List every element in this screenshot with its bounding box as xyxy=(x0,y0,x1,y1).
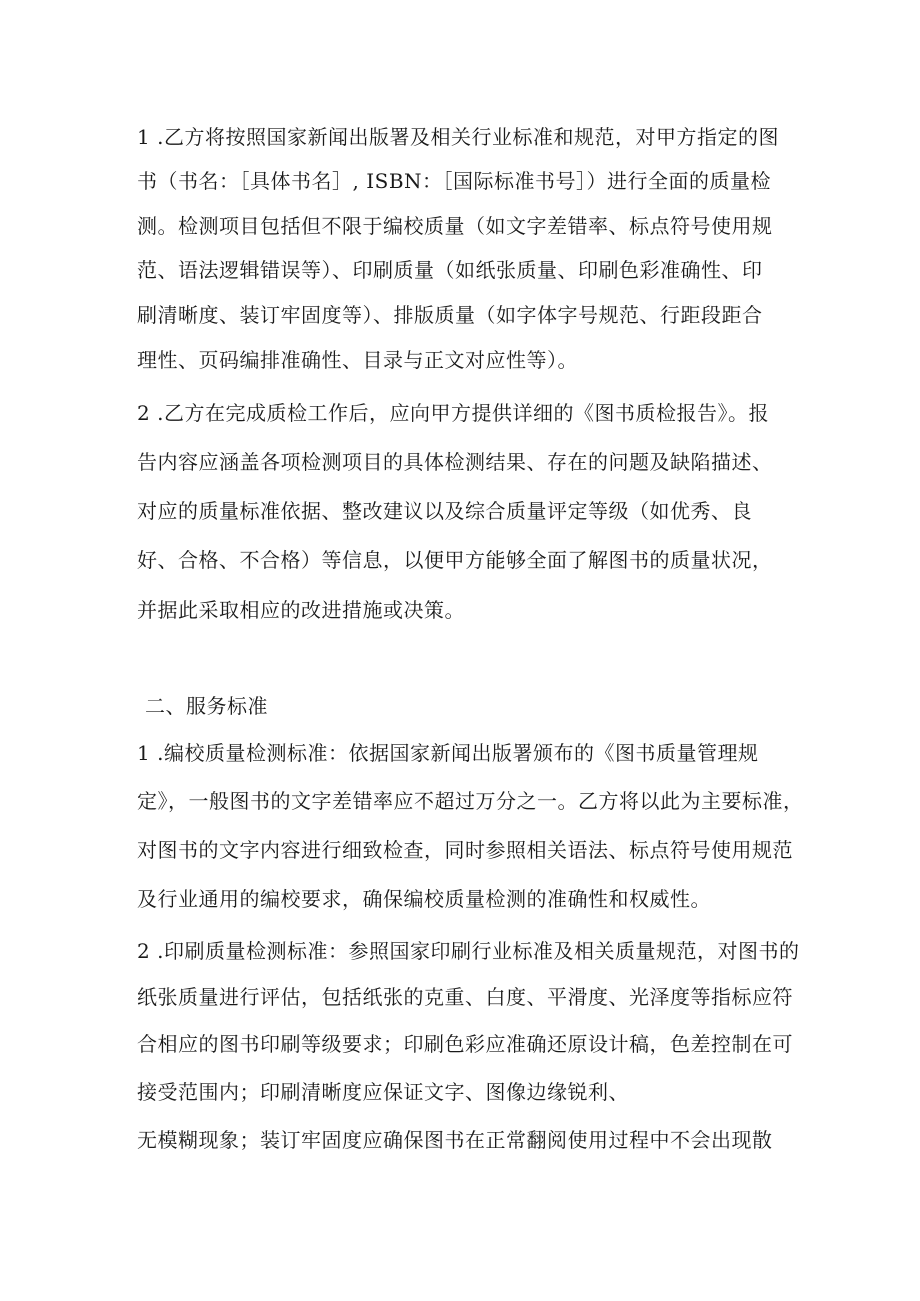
text-line: 1 .乙方将按照国家新闻出版署及相关行业标准和规范，对甲方指定的图 xyxy=(137,125,779,149)
text-line: 2 .乙方在完成质检工作后，应向甲方提供详细的《图书质检报告》。报 xyxy=(137,401,769,425)
text-line: 对应的质量标准依据、整改建议以及综合质量评定等级（如优秀、良 xyxy=(137,499,752,523)
text-line: 接受范围内；印刷清晰度应保证文字、图像边缘锐利、 xyxy=(137,1080,629,1104)
text-line: 及行业通用的编校要求，确保编校质量检测的准确性和权威性。 xyxy=(137,887,711,911)
text-line: 测。检测项目包括但不限于编校质量（如文字差错率、标点符号使用规 xyxy=(137,214,773,238)
text-line: 理性、页码编排准确性、目录与正文对应性等）。 xyxy=(137,348,578,372)
text-line: 无模糊现象；装订牢固度应确保图书在正常翻阅使用过程中不会出现散 xyxy=(137,1128,773,1152)
text-line: 范、语法逻辑错误等）、印刷质量（如纸张质量、印刷色彩准确性、印 xyxy=(137,258,763,282)
text-line: 1 .编校质量检测标准：依据国家新闻出版署颁布的《图书质量管理规 xyxy=(137,741,759,765)
section-heading: 二、服务标准 xyxy=(145,694,268,718)
text-line: 告内容应涵盖各项检测项目的具体检测结果、存在的问题及缺陷描述、 xyxy=(137,450,773,474)
text-line: 对图书的文字内容进行细致检查，同时参照相关语法、标点符号使用规范 xyxy=(137,838,793,862)
text-line: 纸张质量进行评估，包括纸张的克重、白度、平滑度、光泽度等指标应符 xyxy=(137,985,793,1009)
text-line: 合相应的图书印刷等级要求；印刷色彩应准确还原设计稿，色差控制在可 xyxy=(137,1032,793,1056)
text-line: 好、合格、不合格）等信息，以便甲方能够全面了解图书的质量状况， xyxy=(137,548,773,572)
text-line: 定》，一般图书的文字差错率应不超过万分之一。乙方将以此为主要标准， xyxy=(137,789,804,813)
text-line: 书（书名：［具体书名］, ISBN：［国际标准书号］）进行全面的质量检 xyxy=(137,169,772,193)
text-line: 并据此采取相应的改进措施或决策。 xyxy=(137,598,465,622)
text-line: 2 .印刷质量检测标准：参照国家印刷行业标准及相关质量规范，对图书的 xyxy=(137,939,800,963)
text-line: 刷清晰度、装订牢固度等）、排版质量（如字体字号规范、行距段距合 xyxy=(137,303,763,327)
